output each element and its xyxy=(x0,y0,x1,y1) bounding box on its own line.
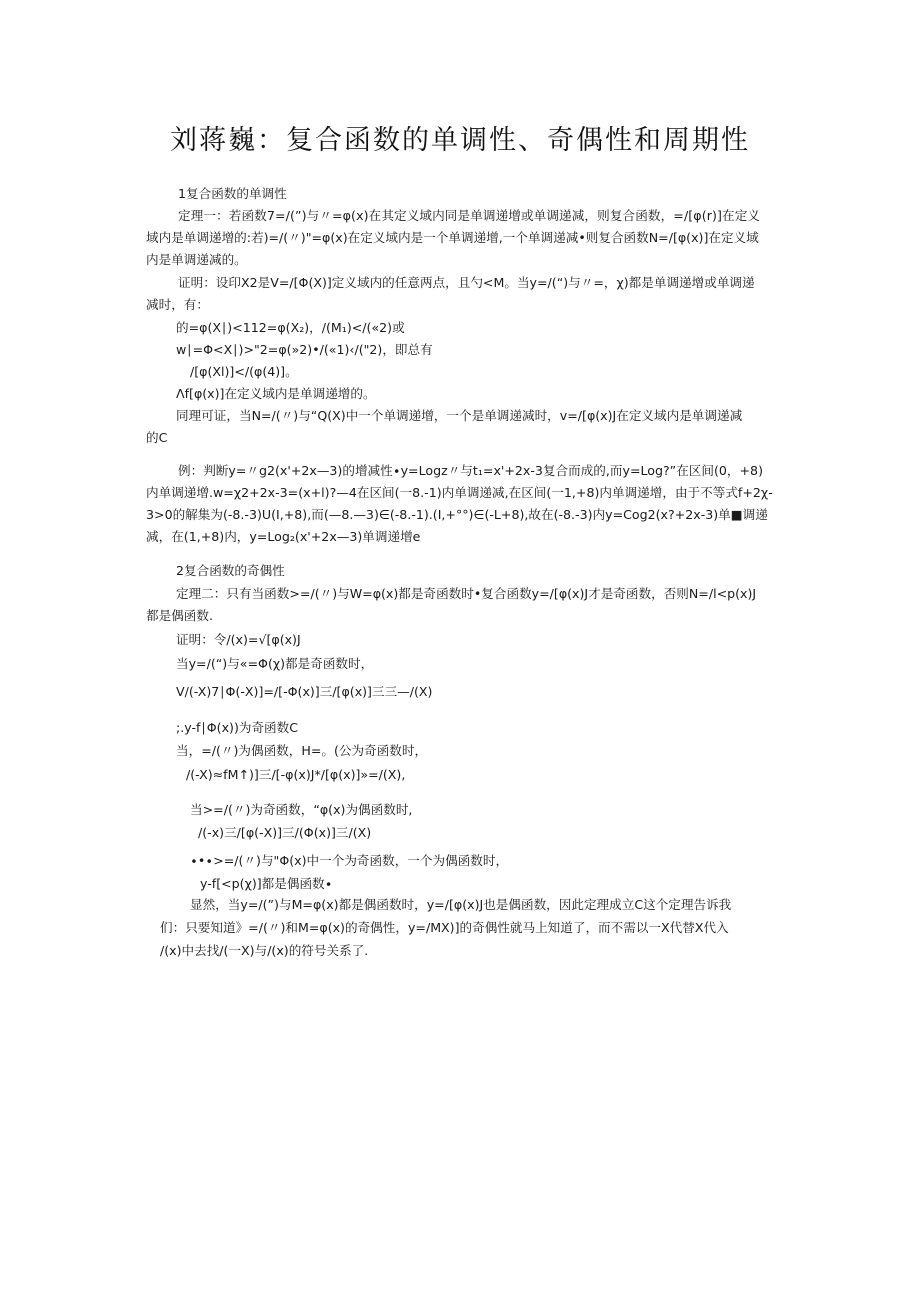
conclusion-line-3: /(x)中去找/(一X)与/(x)的符号关系了. xyxy=(160,943,369,958)
theorem-two-line-2: 都是偶函数. xyxy=(146,608,213,623)
theorem-one-line-3: 内是单调递减的。 xyxy=(146,252,247,267)
formula-line: Λf[φ(x)]在定义域内是单调递增的。 xyxy=(176,386,376,401)
proof-one-conclusion-line-1: 同理可证，当N=/(〃)与“Q(X)中一个单调递增，一个是单调递减时，v=/[φ(x)J在定义域内是单调递减 xyxy=(176,408,743,423)
proof-two-line: 证明：令/(x)=√[φ(x)J xyxy=(176,632,301,647)
conclusion-line-2: 们：只要知道》=/(〃)和M=φ(x)的奇偶性，y=/MX)]的奇偶性就马上知道了，而不需以一X代替X代入 xyxy=(160,920,729,935)
proof-one-line-1: 证明：设印X2是V=/[Φ(X)]定义域内的任意两点，且勺<M。当y=/(“)与〃=，χ)都是单调递增或单调递 xyxy=(178,275,755,290)
formula-line: V/(-X)7∣Φ(-X)]=/[-Φ(x)]三/[φ(x)]三三—/(X) xyxy=(176,684,433,699)
example-line-1: 例：判断y=〃g2(x'+2x—3)的增减性∙y=Logz〃与t₁=x'+2x-3复合而成的,而y=Log?”在区间(0，+8) xyxy=(178,463,763,478)
example-line-2: 内单调递增.w=χ2+2x-3=(x+l)?—4在区间(一8.-1)内单调递减,在区间(一1,+8)内单调递增，由于不等式f+2χ- xyxy=(146,485,773,500)
example-line-4: 减，在(1,+8)内，y=Log₂(x'+2x—3)单调递增e xyxy=(146,529,421,544)
section-heading-monotonicity: 1复合函数的单调性 xyxy=(178,186,287,201)
proof-two-line: ∙•∙>=/(〃)与"Φ(x)中一个为奇函数，一个为偶函数时， xyxy=(190,853,509,868)
formula-line: /(-X)≈fM↑)]三/[-φ(x)J*/[φ(x)]»=/(X), xyxy=(186,767,406,782)
formula-line: 的=φ(X∣)<112=φ(X₂)，/(M₁)</(«2)或 xyxy=(176,320,405,335)
proof-two-line: 当y=/(“)与«=Φ(χ)都是奇函数时， xyxy=(176,656,374,671)
theorem-one-line-1: 定理一：若函数7=/(”)与〃=φ(x)在其定义域内同是单调递增或单调递减，则复合函数，=/[φ(r)]在定义 xyxy=(178,208,761,223)
proof-two-line: 当>=/(〃)为奇函数，“φ(x)为偶函数时, xyxy=(190,802,413,817)
proof-two-line: 当，=/(〃)为偶函数，H=。(公为奇函数时， xyxy=(176,743,428,758)
section-heading-parity: 2复合函数的奇偶性 xyxy=(176,563,285,578)
formula-line: /[φ(Xl)]</(φ(4)]。 xyxy=(190,364,298,379)
theorem-one-line-2: 域内是单调递增的:若)=/(〃)"=φ(x)在定义域内是一个单调递增,一个单调递减•则复合函数N=/[φ(x)]在定义域 xyxy=(146,230,759,245)
formula-line: /(-x)三/[φ(-X)]三/(Φ(x)]三/(X) xyxy=(198,825,372,840)
formula-line: w∣=Φ<X∣)>"2=φ(»2)•/(«1)‹/("2)，即总有 xyxy=(176,342,433,357)
page-title: 刘蒋巍：复合函数的单调性、奇偶性和周期性 xyxy=(170,125,750,156)
example-line-3: 3>0的解集为(-8.-3)U(I,+8),而(—8.—3)∈(-8.-1).(I,+°°)∈(-L+8),故在(-8.-3)内y=Cog2(x?+2x-3)单■调递 xyxy=(146,507,768,522)
theorem-two-line-1: 定理二：只有当函数>=/(〃)与W=φ(x)都是奇函数时•复合函数y=/[φ(x)J才是奇函数，否则N=/l<p(x)J xyxy=(176,586,757,601)
conclusion-line-1: 显然，当y=/(”)与M=φ(x)都是偶函数时，y=/[φ(x)J也是偶函数，因此定理成立C这个定理告诉我 xyxy=(190,897,732,912)
proof-one-line-2: 减时，有： xyxy=(146,297,209,312)
proof-two-line: y-f[<p(χ)]都是偶函数∙ xyxy=(200,876,333,891)
proof-one-conclusion-line-2: 的C xyxy=(146,430,168,445)
formula-line: ;.y-f∣Φ(x))为奇函数C xyxy=(176,720,299,735)
